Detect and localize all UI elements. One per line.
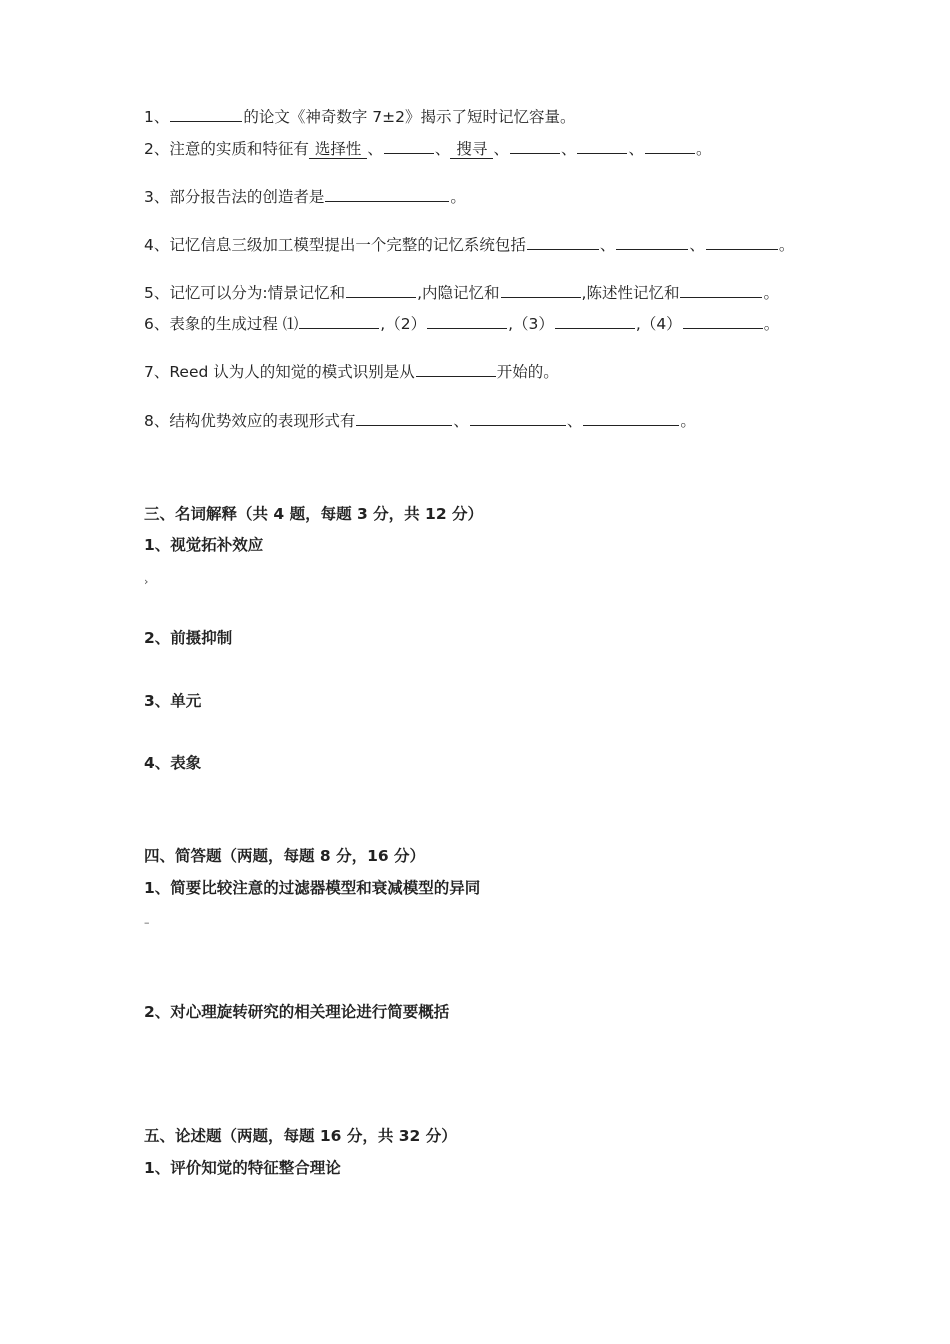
terminator: 。 <box>695 140 712 158</box>
question-text: 4、记忆信息三级加工模型提出一个完整的记忆系统包括 <box>144 236 526 254</box>
answer-blank[interactable] <box>555 313 635 329</box>
short-answer-item-2: 2、对心理旋转研究的相关理论进行简要概括 <box>144 1003 450 1021</box>
filled-answer[interactable]: 选择性 <box>309 141 368 159</box>
question-7 <box>144 361 559 382</box>
separator: 、 <box>560 140 577 158</box>
term-item-4: 4、表象 <box>144 754 202 772</box>
question-1 <box>144 106 576 127</box>
separator: 、 <box>367 140 383 158</box>
question-number: 1、 <box>144 108 170 126</box>
essay-item-1: 1、评价知觉的特征整合理论 <box>144 1159 341 1177</box>
question-text: 8、结构优势效应的表现形式有 <box>144 412 356 430</box>
separator: 、 <box>689 236 705 254</box>
question-text: ,（3） <box>508 315 554 333</box>
terminator: 。 <box>450 188 466 206</box>
separator: 、 <box>434 140 451 158</box>
answer-blank[interactable] <box>527 234 599 250</box>
answer-blank[interactable] <box>346 282 416 298</box>
answer-blank[interactable] <box>170 106 242 122</box>
question-text: ,内隐记忆和 <box>417 284 500 302</box>
terminator: 。 <box>680 412 696 430</box>
answer-blank[interactable] <box>427 313 507 329</box>
answer-blank[interactable] <box>299 313 379 329</box>
section-5-title: 五、论述题（两题，每题 16 分，共 32 分） <box>144 1127 457 1145</box>
answer-blank[interactable] <box>325 186 449 202</box>
question-text: ,（2） <box>380 315 427 333</box>
answer-blank[interactable] <box>645 138 695 154</box>
separator: 、 <box>628 140 644 158</box>
answer-blank[interactable] <box>384 138 434 154</box>
separator: 、 <box>453 412 469 430</box>
question-2 <box>144 138 712 159</box>
separator: 、 <box>566 412 583 430</box>
question-text: 2、注意的实质和特征有 <box>144 140 309 158</box>
question-4 <box>144 234 794 255</box>
term-item-2: 2、前摄抑制 <box>144 629 233 647</box>
term-item-3: 3、单元 <box>144 692 202 710</box>
separator: 、 <box>493 140 509 158</box>
section-4-title: 四、简答题（两题，每题 8 分，16 分） <box>144 847 426 865</box>
stray-mark: – <box>144 916 150 929</box>
terminator: 。 <box>763 284 779 302</box>
terminator: 。 <box>778 236 795 254</box>
answer-blank[interactable] <box>616 234 688 250</box>
question-8 <box>144 410 696 431</box>
question-text: 5、记忆可以分为:情景记忆和 <box>144 284 346 302</box>
question-5 <box>144 282 779 303</box>
answer-blank[interactable] <box>680 282 762 298</box>
question-text: ,（4） <box>635 315 682 333</box>
short-answer-item-1: 1、简要比较注意的过滤器模型和衰减模型的异同 <box>144 879 481 897</box>
question-text: ,陈述性记忆和 <box>581 284 680 302</box>
answer-blank[interactable] <box>583 410 679 426</box>
terminator: 。 <box>763 315 780 333</box>
stray-mark: › <box>144 575 149 588</box>
question-text: 7、Reed 认为人的知觉的模式识别是从 <box>144 363 415 381</box>
answer-blank[interactable] <box>416 361 496 377</box>
answer-blank[interactable] <box>577 138 627 154</box>
question-text: 开始的。 <box>496 363 559 381</box>
question-6 <box>144 313 779 334</box>
answer-blank[interactable] <box>356 410 452 426</box>
question-text: 6、表象的生成过程 ⑴ <box>144 315 299 333</box>
answer-blank[interactable] <box>683 313 763 329</box>
answer-blank[interactable] <box>706 234 778 250</box>
answer-blank[interactable] <box>501 282 581 298</box>
answer-blank[interactable] <box>510 138 560 154</box>
question-text: 的论文《神奇数字 7±2》揭示了短时记忆容量。 <box>243 108 576 126</box>
filled-answer[interactable]: 搜寻 <box>450 141 493 159</box>
question-text: 3、部分报告法的创造者是 <box>144 188 325 206</box>
term-item-1: 1、视觉拓补效应 <box>144 536 264 554</box>
answer-blank[interactable] <box>470 410 566 426</box>
question-3 <box>144 186 466 207</box>
section-3-title: 三、名词解释（共 4 题，每题 3 分，共 12 分） <box>144 505 484 523</box>
separator: 、 <box>599 236 616 254</box>
